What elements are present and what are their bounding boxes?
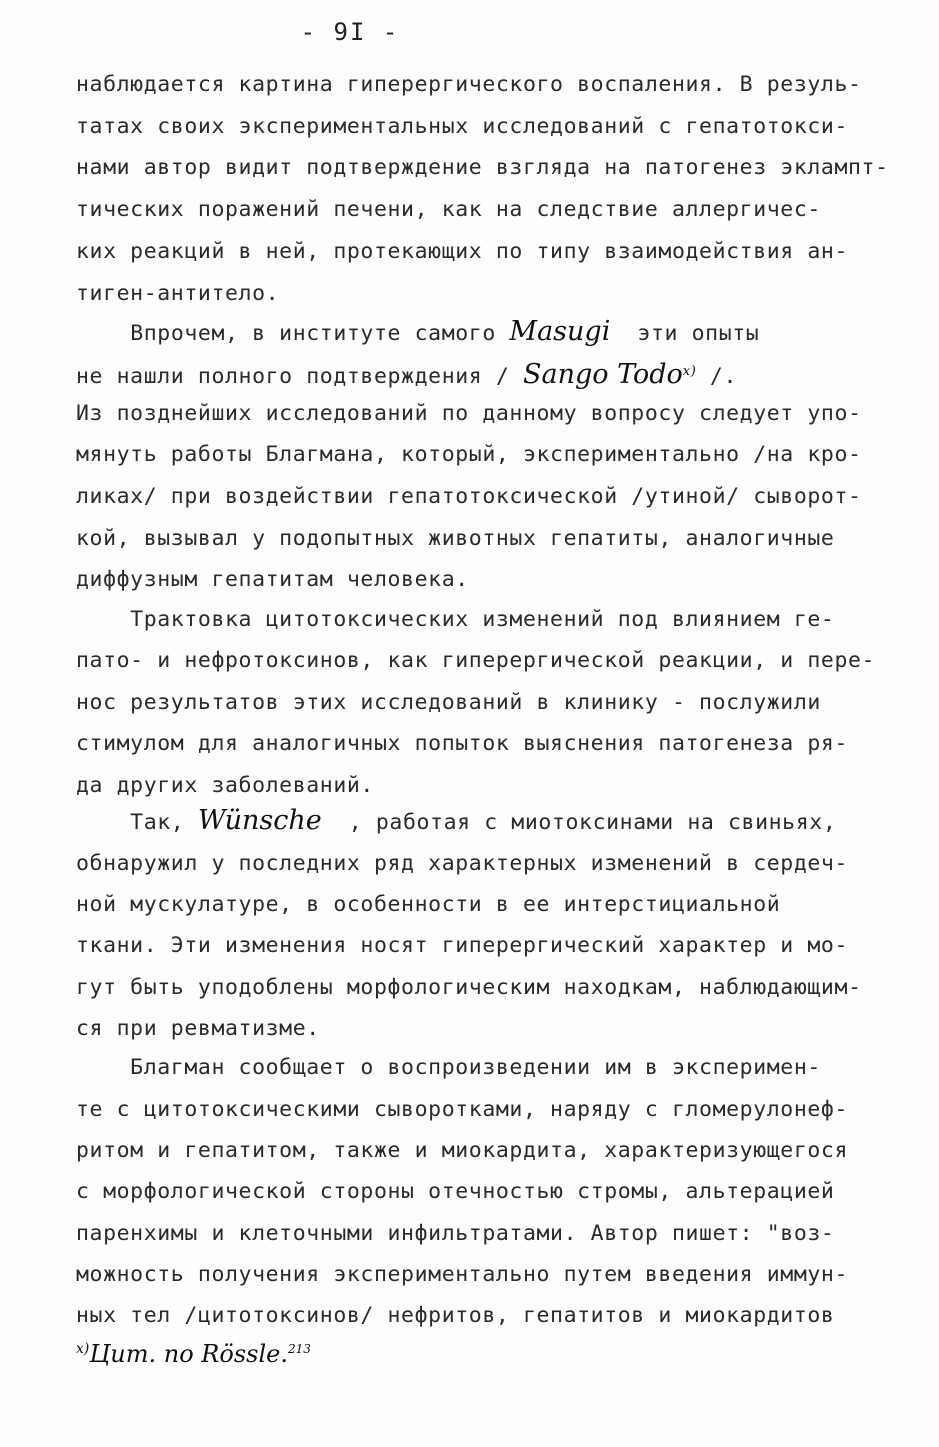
text-line: тиген-антитело.	[76, 281, 280, 306]
text-line: ной мускулатуре, в особенности в ее интерстициальной	[76, 892, 781, 917]
text-line: обнаружил у последних ряд характерных изменений в сердеч-	[76, 851, 849, 876]
text-line: пато- и нефротоксинов, как гиперергической реакции, и пере-	[76, 648, 876, 673]
text-line: ткани. Эти изменения носят гиперергический характер и мо-	[76, 933, 849, 958]
text-line: Благман сообщает о воспроизведении им в эксперимен-	[76, 1055, 821, 1080]
text-line: мянуть работы Благмана, который, экспериментально /на кро-	[76, 442, 862, 467]
footnote-marker: x)	[682, 364, 697, 379]
text-line: наблюдается картина гиперергического воспаления. В резуль-	[76, 72, 862, 97]
text-fragment: , работая с миотоксинами на свиньях,	[321, 810, 837, 835]
footnote-reference: 213	[287, 1342, 311, 1356]
footnote-marker: x)	[76, 1341, 90, 1357]
text-line: ритом и гепатитом, также и миокардита, характеризующегося	[76, 1138, 849, 1163]
text-line	[76, 806, 836, 838]
handwritten-name-sango-todo: Sango Todo	[522, 359, 683, 391]
text-line: диффузным гепатитам человека.	[76, 567, 469, 592]
text-line: ных тел /цитотоксинов/ нефритов, гепатитов и миокардитов	[76, 1303, 835, 1328]
text-line	[76, 357, 737, 392]
text-line: ких реакций в ней, протекающих по типу взаимодействия ан-	[76, 239, 849, 264]
text-line	[76, 317, 759, 349]
text-fragment: не нашли полного подтверждения /	[76, 364, 523, 390]
text-line: те с цитотоксическими сыворотками, наряду с гломерулонеф-	[76, 1097, 849, 1122]
text-line: Из позднейших исследований по данному вопросу следует упо-	[76, 401, 862, 426]
text-fragment: эти опыты	[610, 321, 760, 346]
text-line: нами автор видит подтверждение взгляда на патогенез эклампт-	[76, 155, 889, 180]
text-line: Трактовка цитотоксических изменений под влиянием ге-	[76, 607, 835, 632]
text-line: тических поражений печени, как на следствие аллергичес-	[76, 197, 821, 222]
footnote	[76, 1340, 311, 1368]
text-line: стимулом для аналогичных попыток выяснения патогенеза ря-	[76, 731, 849, 756]
handwritten-name-masugi: Masugi	[509, 316, 611, 347]
text-line: ся при ревматизме.	[76, 1016, 320, 1041]
text-line: можность получения экспериментально путем введения иммун-	[76, 1262, 849, 1287]
text-line: кой, вызывал у подопытных животных гепатиты, аналогичные	[76, 526, 835, 551]
text-fragment	[76, 321, 130, 346]
text-line: татах своих экспериментальных исследований с гепатотокси-	[76, 114, 849, 139]
text-fragment: /.	[696, 364, 738, 390]
text-line: с морфологической стороны отечностью стромы, альтерацией	[76, 1179, 835, 1204]
text-line: нос результатов этих исследований в клинику - послужили	[76, 690, 821, 715]
text-fragment: Впрочем, в институте самого	[130, 321, 510, 346]
handwritten-name-wunsche: Wünsche	[197, 805, 322, 836]
page-number: - 9I -	[300, 18, 400, 46]
text-line: гут быть уподоблены морфологическим находкам, наблюдающим-	[76, 975, 862, 1000]
footnote-text: Цит. по Rössle.	[89, 1340, 288, 1368]
text-line: да других заболеваний.	[76, 773, 374, 798]
text-line: ликах/ при воздействии гепатотоксической /утиной/ сыворот-	[76, 484, 862, 509]
text-line: паренхимы и клеточными инфильтратами. Автор пишет: "воз-	[76, 1221, 835, 1246]
text-fragment: Так,	[76, 810, 198, 835]
